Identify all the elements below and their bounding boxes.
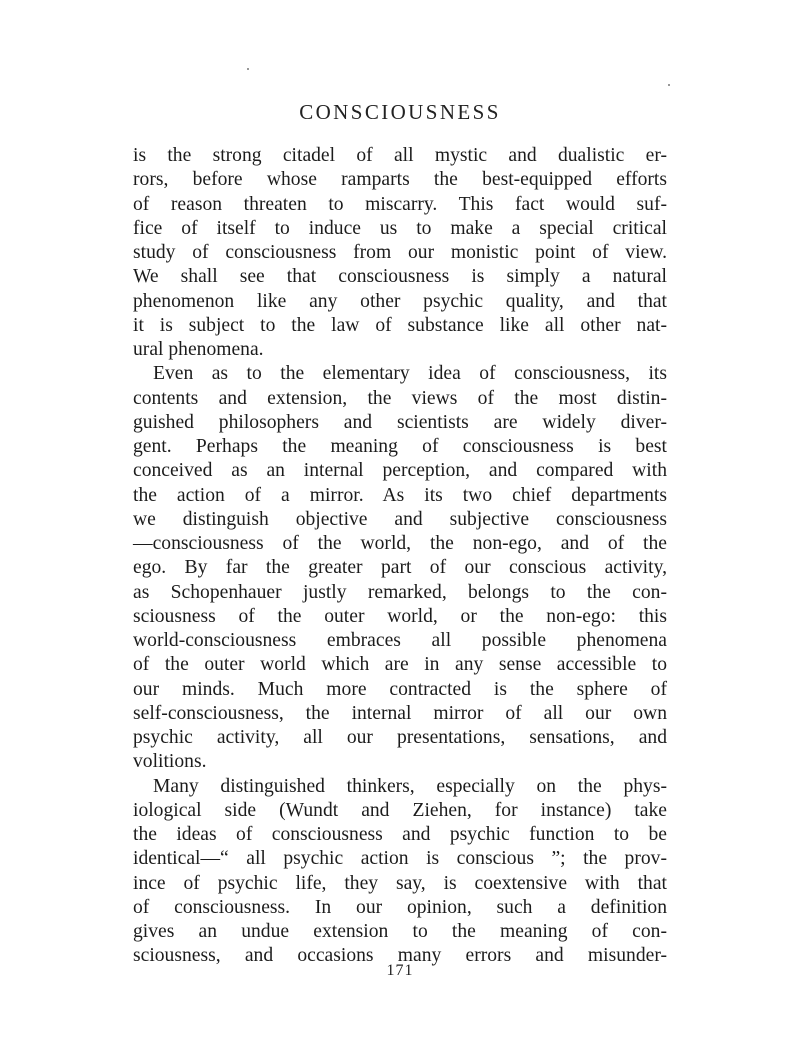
text-line: self-consciousness, the internal mirror of all our own [133,702,667,724]
text-line: guished philosophers and scientists are widely diver- [133,411,667,433]
text-line: rors, before whose ramparts the best-equipped efforts [133,169,667,191]
text-line: the ideas of consciousness and psychic function to be [133,824,667,845]
text-line: identical—“ all psychic action is conscious ”; the prov- [133,848,667,870]
text-line: contents and extension, the views of the most distin- [133,387,667,409]
text-line: it is subject to the law of substance like all other nat- [133,314,667,336]
text-line: world-consciousness embraces all possible phenomena [133,630,667,651]
text-line: sciousness of the outer world, or the non-ego: this [133,605,667,627]
text-line: sciousness, and occasions many errors and misunder- [133,945,667,967]
text-line: we distinguish objective and subjective consciousness [133,508,667,530]
text-line: ural phenomena. [133,339,264,360]
text-line: gent. Perhaps the meaning of consciousness is best [133,436,667,457]
text-line: ego. By far the greater part of our conscious activity, [133,557,667,579]
text-line: phenomenon like any other psychic quality, and that [133,290,667,312]
text-line: conceived as an internal perception, and compared with [133,460,667,482]
text-line: is the strong citadel of all mystic and dualistic er- [133,145,667,166]
text-line: —consciousness of the world, the non-ego, and of the [133,533,667,554]
text-line: Many distinguished thinkers, especially on the phys- [153,775,667,797]
text-line: ince of psychic life, they say, is coextensive with that [133,872,667,894]
print-speck [247,68,249,70]
running-head: CONSCIOUSNESS [299,100,501,124]
text-line: volitions. [133,751,207,773]
text-line: the action of a mirror. As its two chief departments [133,484,667,506]
text-line: our minds. Much more contracted is the sphere of [133,678,667,700]
text-line: iological side (Wundt and Ziehen, for instance) take [133,799,667,821]
text-line: of reason threaten to miscarry. This fact would suf- [133,193,667,215]
text-line: gives an undue extension to the meaning of con- [133,921,667,942]
text-line: as Schopenhauer justly remarked, belongs to the con- [133,581,667,603]
body-text [133,144,667,969]
text-line: study of consciousness from our monistic point of view. [133,242,667,263]
text-line: We shall see that consciousness is simply a natural [133,266,667,288]
text-line: fice of itself to induce us to make a special critical [133,217,667,239]
text-line: of consciousness. In our opinion, such a definition [133,896,667,918]
text-line: Even as to the elementary idea of consciousness, its [153,363,667,385]
page-number: 171 [386,962,414,979]
print-speck [668,84,670,86]
text-line: of the outer world which are in any sense accessible to [133,654,667,676]
text-line: psychic activity, all our presentations, sensations, and [133,727,667,748]
